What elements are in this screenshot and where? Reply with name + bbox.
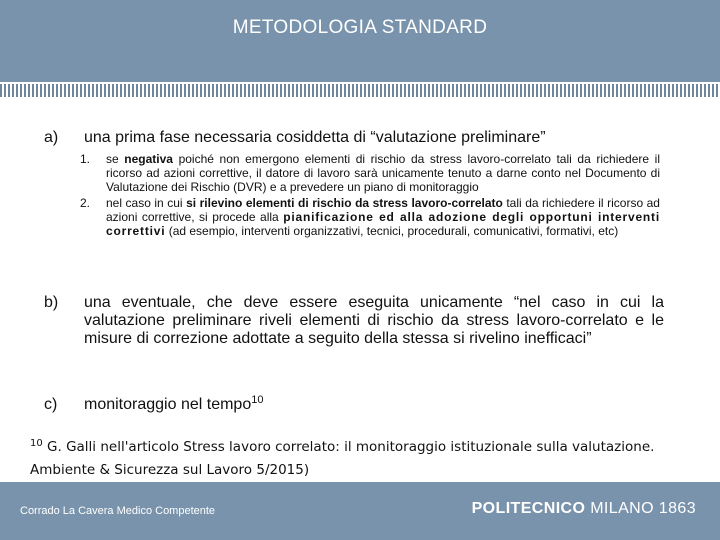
sub-item-2-text-post: (ad esempio, interventi organizzativi, tecnici, procedurali, comunicativi, formativi, etc) [165,224,619,238]
sub-item-2-text-pre: nel caso in cui [106,196,187,210]
sub-list [80,152,660,240]
slide-title: METODOLOGIA STANDARD [232,17,488,38]
item-c-footnote-ref[interactable]: 10 [251,394,264,406]
item-b-text: una eventuale, che deve essere eseguita unicamente “nel caso in cui la valutazione preliminare riveli elementi di rischio da stress lavoro-correlato e le misure di correzione adottate a seguito della stessa si rivelino inefficaci” [84,294,664,347]
sub-item-1-number: 1. [80,152,91,166]
header-band [0,0,720,82]
logo-rest-text: MILANO 1863 [585,500,696,517]
item-a-marker: a) [44,129,59,146]
item-a-text: una prima fase necessaria cosiddetta di “valutazione preliminare” [84,129,546,146]
footnote [30,436,710,482]
decorative-stripe [0,84,720,97]
footnote-text: G. Galli nell'articolo Stress lavoro correlato: il monitoraggio istituzionale sulla valutazione. Ambiente & Sicurezza sul Lavoro 5/2015) [30,439,655,478]
footer-author: Corrado La Cavera Medico Competente [20,505,216,517]
sub-item-2-number: 2. [80,196,91,210]
item-b-marker: b) [44,294,59,311]
university-logo [472,500,696,518]
item-c-label: monitoraggio nel tempo [84,396,252,413]
sub-item-2 [80,196,660,238]
sub-item-2-bold: si rilevino elementi di rischio da stress lavoro-correlato [186,196,503,210]
sub-item-2-bold-2: pianificazione ed alla adozione degli opportuni interventi correttivi [106,210,660,238]
sub-item-2-text-mid: tali da richiedere il ricorso ad azioni correttive, si procede alla [106,196,660,224]
sub-item-1 [80,152,660,194]
sub-item-1-bold: negativa [124,152,173,166]
footer-band [0,482,720,540]
item-c-text [84,396,664,414]
sub-item-1-text-post: poiché non emergono elementi di rischio da stress lavoro-correlato tali da richiedere il ricorso ad azioni correttive, il datore di lavoro sarà unicamente tenuto a darne conto nel Documento di Valutazione dei Rischio (DVR) e a prevedere un piano di monitoraggio [106,152,660,194]
logo-bold-text: POLITECNICO [471,500,586,517]
item-c-marker: c) [44,396,58,413]
sub-item-1-text-pre: se [106,152,125,166]
footnote-number: 10 [30,438,43,449]
